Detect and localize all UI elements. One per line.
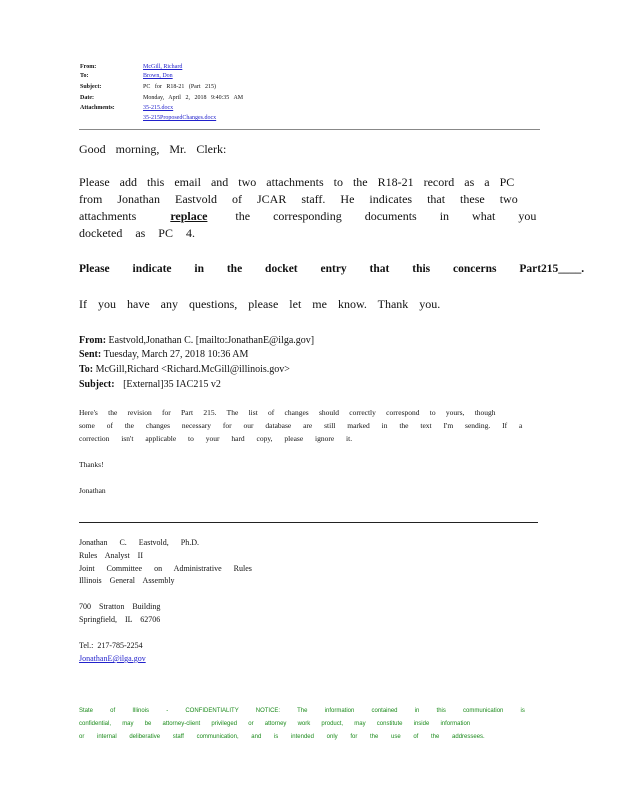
- signature-title: Rules Analyst II: [79, 551, 143, 560]
- quoted-subject: [79, 379, 221, 390]
- paragraph-3: If you have any questions, please let me know. Thank you.: [79, 297, 441, 311]
- signature-email-link[interactable]: JonathanE@ilga.gov: [79, 654, 146, 663]
- quoted-to-label: To:: [79, 364, 94, 375]
- paragraph-1-line-4: docketed as PC 4.: [79, 226, 195, 240]
- quoted-subject-label: Subject:: [79, 379, 115, 390]
- signature-committee: Joint Committee on Administrative Rules: [79, 564, 252, 573]
- signature-assembly: Illinois General Assembly: [79, 576, 175, 585]
- corresponding-text: the corresponding documents in what you: [235, 209, 537, 223]
- quoted-to-value: McGill,Richard <Richard.McGill@illinois.gov>: [95, 364, 290, 375]
- quoted-sent: [79, 349, 248, 360]
- date-value: Monday, April 2, 2018 9:40:35 AM: [143, 95, 244, 101]
- signature-divider: [79, 522, 538, 523]
- quoted-body-line-2: some of the changes necessary for our database are still marked in the text I'm sending. If a: [79, 421, 523, 430]
- notice-line-2: confidential, may be attorney-client privileged or attorney work product, may constitute inside information: [79, 721, 471, 727]
- quoted-to: [79, 364, 290, 375]
- quoted-from-value: Eastvold,Jonathan C. [mailto:JonathanE@ilga.gov]: [108, 335, 315, 346]
- attachment-link-2[interactable]: 35-215ProposedChanges.docx: [143, 115, 217, 121]
- attachments-label: Attachments:: [80, 105, 115, 111]
- signature-address-1: 700 Stratton Building: [79, 602, 161, 611]
- paragraph-1-line-3: [79, 208, 536, 225]
- quoted-thanks: Thanks!: [79, 460, 104, 469]
- quoted-body-line-3: correction isn't applicable to your hard copy, please ignore it.: [79, 434, 353, 443]
- attachments-word: attachments: [79, 209, 137, 223]
- quoted-from: [79, 335, 314, 346]
- indicate-text: Please indicate in the docket entry that this concerns Part215: [79, 263, 559, 275]
- quoted-sent-value: Tuesday, March 27, 2018 10:36 AM: [103, 349, 249, 360]
- greeting: Good morning, Mr. Clerk:: [79, 142, 227, 156]
- paragraph-1-line-2: from Jonathan Eastvold of JCAR staff. He indicates that these two: [79, 192, 518, 206]
- from-link[interactable]: McGill, Richard: [143, 64, 183, 70]
- date-label: Date:: [80, 95, 94, 101]
- to-label: To:: [80, 73, 89, 79]
- replace-word: replace: [170, 209, 208, 223]
- quoted-subject-value: [External]35 IAC215 v2: [123, 379, 221, 390]
- blank-line: ____.: [558, 263, 585, 275]
- quoted-name: Jonathan: [79, 486, 106, 495]
- notice-line-1: State of Illinois - CONFIDENTIALITY NOTICE: The information contained in this communication is: [79, 708, 525, 714]
- paragraph-2: [79, 263, 584, 275]
- attachment-link-1[interactable]: 35-215.docx: [143, 105, 174, 111]
- quoted-sent-label: Sent:: [79, 349, 102, 360]
- paragraph-1-line-1: Please add this email and two attachments to the R18-21 record as a PC: [79, 175, 515, 189]
- to-link[interactable]: Brown, Don: [143, 73, 173, 79]
- notice-line-3: or internal deliberative staff communication, and is intended only for the use of the addressees.: [79, 734, 485, 740]
- subject-value: PC for R18-21 (Part 215): [143, 84, 216, 90]
- subject-label: Subject:: [80, 84, 102, 90]
- quoted-body-line-1: Here's the revision for Part 215. The list of changes should correctly correspond to yours, though: [79, 408, 496, 417]
- header-divider: [79, 129, 540, 130]
- from-label: From:: [80, 64, 97, 70]
- signature-name: Jonathan C. Eastvold, Ph.D.: [79, 538, 199, 547]
- signature-phone: Tel.: 217-785-2254: [79, 641, 143, 650]
- signature-address-2: Springfield, IL 62706: [79, 615, 161, 624]
- quoted-from-label: From:: [79, 335, 107, 346]
